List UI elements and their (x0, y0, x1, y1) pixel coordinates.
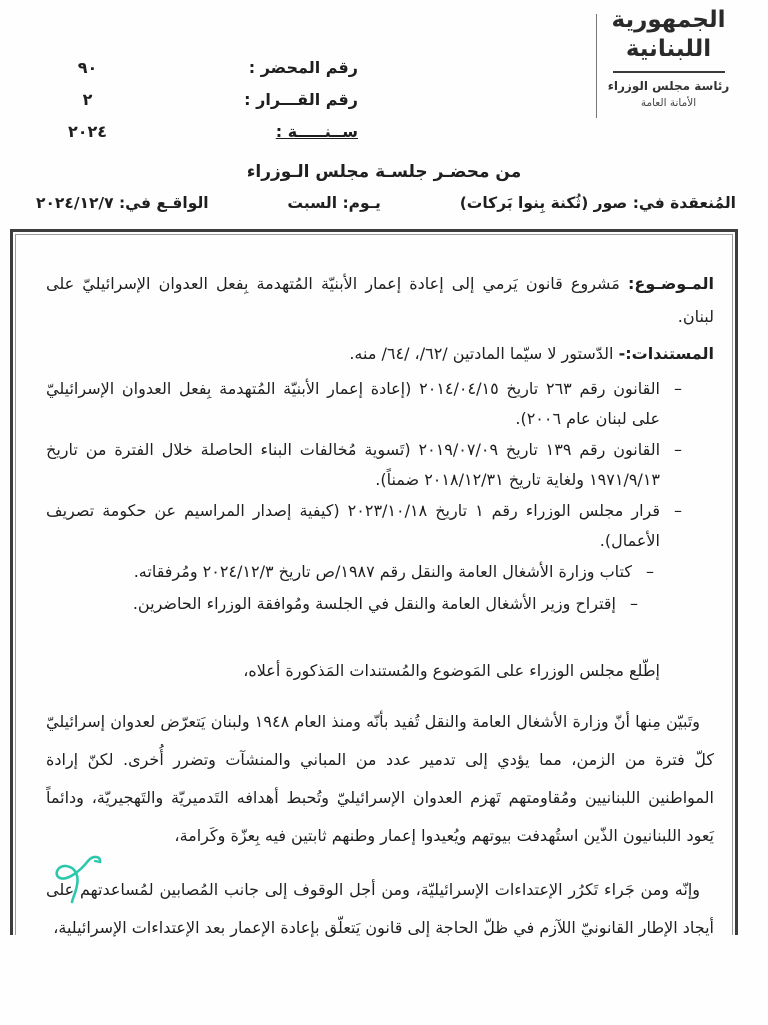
paragraph-reviewed: إطّلع مجلس الوزراء على المَوضوع والمُستندات المَذكورة أعلاه، (243, 661, 660, 680)
subject-text: مَشروع قانون يَرمي إلى إعادة إعمار الأبنيّة المُتهدمة بِفعل العدوان الإسرائيليّ على لبنان. (46, 274, 714, 326)
held-at-label: المُنعقدة في: (632, 194, 736, 212)
document-reference: القانون رقم ٢٦٣ تاريخ ٢٠١٤/٠٤/١٥ (إعادة إعمار الأبنيّة المُتهدمة بِفعل العدوان الإسرائيليّ على لبنان عام ٢٠٠٦). (46, 379, 661, 428)
document-reference: قرار مجلس الوزراء رقم ١ تاريخ ٢٠٢٣/١٠/١٨ (كيفية إصدار المراسيم عن حكومة تصريف الأعمال). (46, 501, 660, 550)
list-dash: – (646, 562, 654, 581)
date-value: ٢٠٢٤/١٢/٧ (36, 194, 114, 212)
list-dash: – (674, 501, 682, 520)
republic-line2: اللبنانية (625, 35, 712, 62)
content-frame-inner-rule (15, 234, 733, 935)
letterhead-logo (591, 6, 746, 109)
republic-line1: الجمهورية (611, 7, 726, 33)
minutes-number-label: رقم المحضر : (248, 58, 358, 77)
list-item (46, 557, 654, 587)
list-dash: – (674, 379, 682, 398)
secretariat-label: الأمانة العامة (640, 96, 697, 109)
document-reference: إقتراح وزير الأشغال العامة والنقل في الجلسة ومُوافقة الوزراء الحاضرين. (132, 593, 616, 613)
year-label: ســنـــــة : (275, 122, 358, 141)
document-reference: كتاب وزارة الأشغال العامة والنقل رقم ١٩٨٧/ص تاريخ ٢٠٢٤/١٢/٣ ومُرفقاته. (133, 562, 632, 581)
republic-calligraphy (591, 6, 746, 64)
list-item (46, 496, 682, 555)
documents-label: المستندات:- (618, 344, 714, 363)
year-value: ٢٠٢٤ (67, 122, 108, 141)
page-title: من محضـر جلسـة مجلس الـوزراء (246, 162, 522, 182)
minutes-body (16, 235, 732, 947)
presidency-label: رئاسة مجلس الوزراء (607, 78, 730, 93)
list-item (46, 435, 682, 494)
decision-number-label: رقم القـــرار : (244, 90, 358, 109)
list-item (46, 374, 682, 433)
decision-number-value: ٢ (82, 90, 93, 109)
subject-line (46, 267, 714, 333)
documents-list (46, 374, 714, 618)
date-label: الواقـع في: (118, 194, 209, 212)
content-frame (10, 229, 738, 935)
subject-label: المـوضـوع: (627, 274, 714, 293)
year-row (40, 122, 358, 141)
signature-mark-icon (44, 848, 116, 920)
session-day (287, 194, 380, 212)
paragraph-findings: وتَبيّن مِنها أنّ وزارة الأشغال العامة والنقل تُفيد بأنّه ومنذ العام ١٩٤٨ ولبنان يَتعرّض لعدوان إسرائيليّ كلّ فترة من الزمن، مما يؤدي إلى تدمير عدد من المباني والمنشآت وتضرر أُخرى. لكنّ إرادة المواطنين اللبنانيين ومُقاومتهم تَهزم العدوان الإسرائيليّ وتُحبط أهدافه التَدميريّة والتَهجيريّة، ودائماً يَعود اللبنانيون الذّين استُهدفت بيوتهم ويُعيدوا إعمار وطنهم ثابتين فيه بِعزّة وكَرامة، (46, 712, 714, 845)
meta-block (40, 58, 358, 154)
decision-number-row (40, 90, 358, 109)
letterhead-vertical-rule (596, 14, 597, 118)
letterhead-divider (613, 71, 725, 73)
documents-line (46, 337, 714, 370)
minutes-number-row (40, 58, 358, 77)
day-label: يـوم: (342, 194, 381, 212)
minutes-number-value: ٩٠ (77, 58, 98, 77)
documents-intro: الدّستور لا سيّما المادتين /٦٢/، /٦٤/ منه. (349, 344, 614, 363)
session-date (36, 194, 209, 212)
document-reference: القانون رقم ١٣٩ تاريخ ٢٠١٩/٠٧/٠٩ (تَسوية مُخالفات البناء الحاصلة خلال الفترة من تاريخ ١٩٧١/٩/١٣ ولغاية تاريخ ٢٠١٨/١٢/٣١ ضمناً). (46, 440, 661, 489)
session-held-at (460, 194, 736, 212)
list-dash: – (630, 593, 638, 613)
list-item (46, 589, 638, 619)
list-dash: – (674, 440, 682, 459)
paragraph-rationale: وإنّه ومن جَراء تَكرُر الإعتداءات الإسرائيليّة، ومن أجل الوقوف إلى جانب المُصابين لمُساعدتهم على أيجاد الإطار القانونيّ اللآزم في ظلّ الحاجة إلى قانون يَتعلّق بإعادة الإعمار بعد الإعتداءات الإسرائيلية، (46, 880, 714, 937)
held-at-value: صور (ثُكنة بِنوا بَركات) (459, 194, 628, 212)
day-value: السبت (287, 194, 338, 212)
session-line (36, 194, 736, 212)
